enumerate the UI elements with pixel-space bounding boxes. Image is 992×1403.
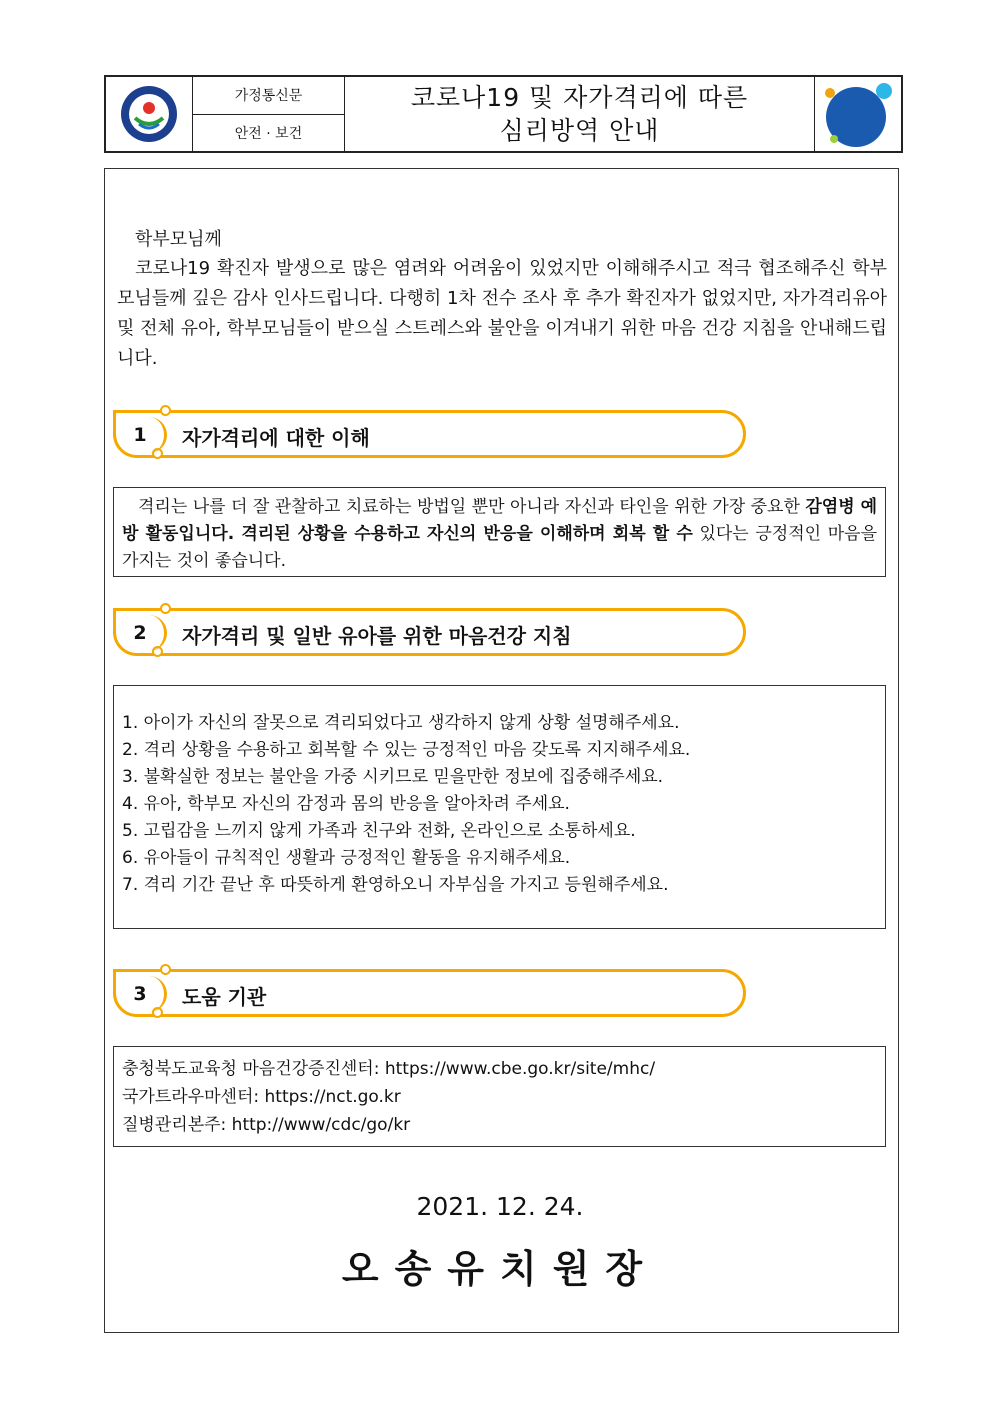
understanding-text-a: 격리는 나를 더 잘 관찰하고 치료하는 방법일 뿐만 아니라 자신과 타인을 위한 가장 중요한 (138, 497, 806, 517)
page-title (345, 77, 814, 151)
guidelines-box (113, 685, 886, 929)
list-item: 4. 유아, 학부모 자신의 감정과 몸의 반응을 알아차려 주세요. (122, 794, 570, 814)
section-title: 자가격리 및 일반 유아를 위한 마음건강 지침 (182, 624, 572, 648)
understanding-text-c: 있다는 긍정적인 마음을 가지는 것이 좋습니다. (122, 524, 877, 571)
dot-icon (160, 405, 171, 416)
understanding-box (113, 487, 886, 577)
section-header-1 (113, 410, 746, 458)
dot-icon (160, 603, 171, 614)
kindergarten-logo (106, 77, 193, 151)
agency-item: 국가트라우마센터: https://nct.go.kr (122, 1087, 401, 1107)
integrity-logo-icon (820, 79, 896, 149)
section-title: 자가격리에 대한 이해 (182, 426, 370, 450)
list-item: 2. 격리 상황을 수용하고 회복할 수 있는 긍정적인 마음 갖도록 지지해주세요. (122, 740, 691, 760)
list-item: 3. 불확실한 정보는 불안을 가중 시키므로 믿을만한 정보에 집중해주세요. (122, 767, 664, 787)
title-line-1: 코로나19 및 자가격리에 따른 (410, 83, 749, 112)
category-cell (193, 77, 345, 151)
emblem-icon (119, 84, 179, 144)
agency-item: 질병관리본주: http://www/cdc/go/kr (122, 1115, 411, 1135)
list-item: 6. 유아들이 규칙적인 생활과 긍정적인 활동을 유지해주세요. (122, 848, 571, 868)
agency-item: 충청북도교육청 마음건강증진센터: https://www.cbe.go.kr/site/mhc/ (122, 1059, 656, 1079)
header-table (104, 75, 903, 153)
section-number: 1 (116, 417, 167, 453)
intro-paragraph: 코로나19 확진자 발생으로 많은 염려와 어려움이 있었지만 이해해주시고 적극 협조해주신 학부모님들께 깊은 감사 인사드립니다. 다행히 1차 전수 조사 후 추가 확진자가 없었지만, 자가격리유아 및 전체 유아, 학부모님들이 받으실 스트레스와 불안을 이겨내기 위한 마음 건강 지침을 안내해드립니다. (117, 258, 887, 369)
category-top: 가정통신문 (193, 77, 344, 115)
section-number: 2 (116, 615, 167, 651)
section-title: 도움 기관 (182, 985, 267, 1009)
signature: 오송유치원장 (341, 1247, 659, 1291)
dot-icon (160, 964, 171, 975)
understanding-text-b: 감염병 예방 활동입니다. 격리된 상황을 수용하고 자신의 반응을 이해하며 회복 할 수 (122, 497, 877, 544)
agencies-box (113, 1046, 886, 1147)
list-item: 5. 고립감을 느끼지 않게 가족과 친구와 전화, 온라인으로 소통하세요. (122, 821, 636, 841)
list-item: 1. 아이가 자신의 잘못으로 격리되었다고 생각하지 않게 상황 설명해주세요. (122, 713, 680, 733)
section-header-3 (113, 969, 746, 1017)
section-header-2 (113, 608, 746, 656)
section-number: 3 (116, 976, 167, 1012)
list-item: 7. 격리 기간 끝난 후 따뜻하게 환영하오니 자부심을 가지고 등원해주세요. (122, 875, 669, 895)
issue-date: 2021. 12. 24. (416, 1192, 584, 1221)
category-bottom: 안전 · 보건 (234, 125, 303, 142)
greeting: 학부모님께 (135, 229, 222, 250)
title-line-2: 심리방역 안내 (499, 116, 660, 145)
integrity-logo (814, 77, 901, 151)
